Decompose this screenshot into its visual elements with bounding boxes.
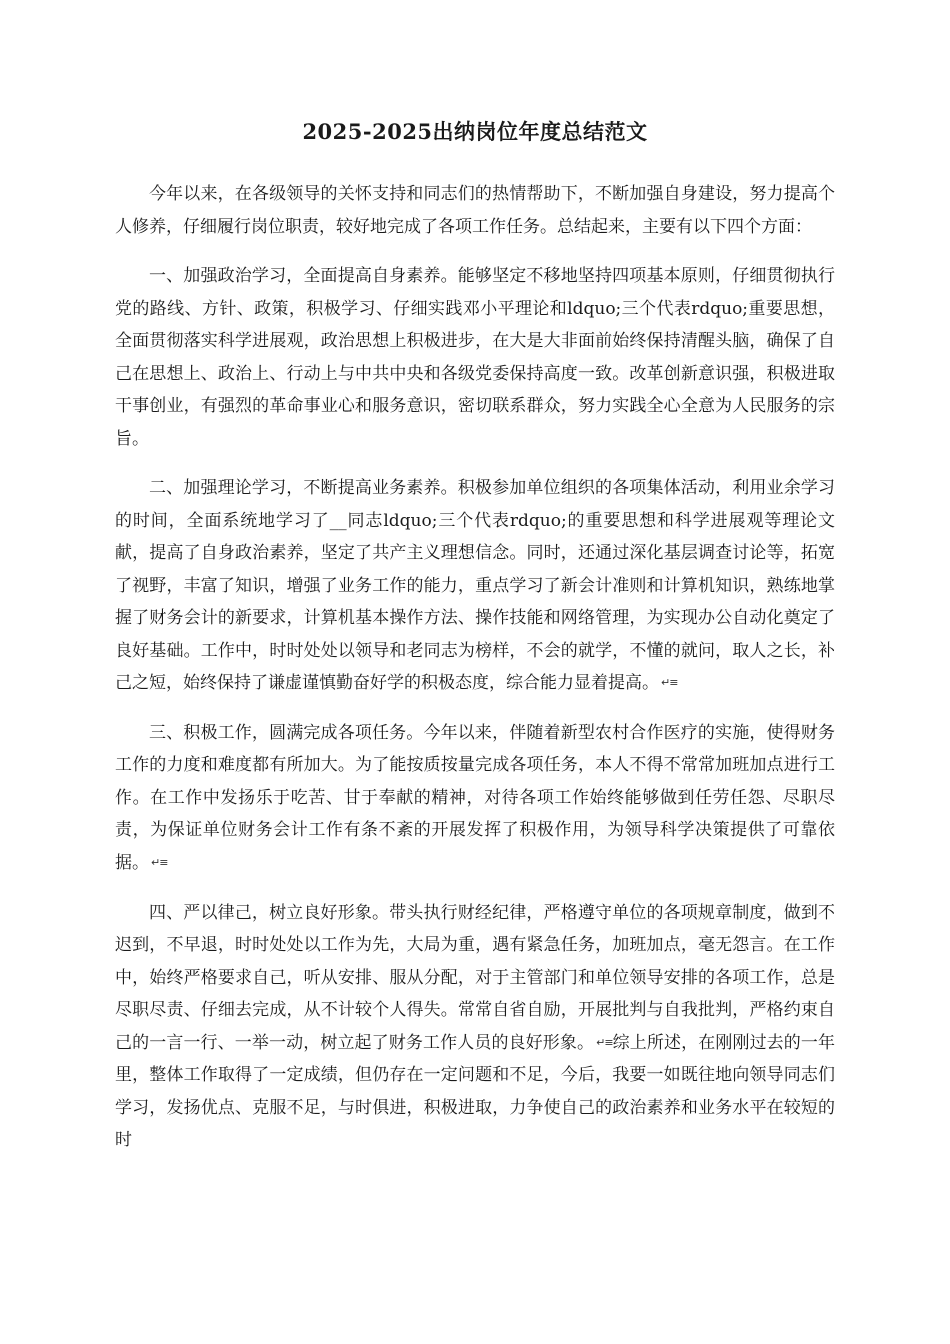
paragraph-return-mark: ↵≡ <box>596 1035 613 1049</box>
paragraph-text: 今年以来，在各级领导的关怀支持和同志们的热情帮助下，不断加强自身建设，努力提高个人修养，仔细履行岗位职责，较好地完成了各项工作任务。总结起来，主要有以下四个方面： <box>115 184 835 237</box>
paragraph-continuation-text: 综上所述，在刚刚过去的一年里，整体工作取得了一定成绩，但仍存在一定问题和不足，今后，我要一如既往地向领导同志们学习，发扬优点、克服不足，与时俱进，积极进取，力争使自己的政治素养和业务水平在较短的时 <box>115 1032 836 1151</box>
paragraph-text: 三、积极工作，圆满完成各项任务。今年以来，伴随着新型农村合作医疗的实施，使得财务工作的力度和难度都有所加大。为了能按质按量完成各项任务，本人不得不常常加班加点进行工作。在工作中发扬乐于吃苦、甘于奉献的精神，对待各项工作始终能够做到任劳任怨、尽职尽责，为保证单位财务会计工作有条不紊的开展发挥了积极作用，为领导科学决策提供了可靠依据。 <box>115 722 835 873</box>
paragraph-political-study <box>115 260 835 455</box>
paragraph-return-mark: ↵≡ <box>661 676 678 690</box>
paragraph-return-mark: ↵≡ <box>151 856 168 869</box>
paragraph-theory-study <box>115 472 835 700</box>
paragraph-work-tasks <box>115 717 835 880</box>
paragraph-text: 一、加强政治学习，全面提高自身素养。能够坚定不移地坚持四项基本原则，仔细贯彻执行党的路线、方针、政策，积极学习、仔细实践邓小平理论和ldquo;三个代表rdquo;重要思想，全面贯彻落实科学进展观，政治思想上积极进步，在大是大非面前始终保持清醒头脑，确保了自己在思想上、政治上、行动上与中共中央和各级党委保持高度一致。改革创新意识强，积极进取干事创业，有强烈的革命事业心和服务意识，密切联系群众，努力实践全心全意为人民服务的宗旨。 <box>115 266 835 449</box>
paragraph-text: 二、加强理论学习，不断提高业务素养。积极参加单位组织的各项集体活动，利用业余学习的时间，全面系统地学习了__同志ldquo;三个代表rdquo;的重要思想和科学进展观等理论文献，提高了自身政治素养，坚定了共产主义理想信念。同时，还通过深化基层调查讨论等，拓宽了视野，丰富了知识，增强了业务工作的能力，重点学习了新会计准则和计算机知识，熟练地掌握了财务会计的新要求，计算机基本操作方法、操作技能和网络管理，为实现办公自动化奠定了良好基础。工作中，时时处处以领导和老同志为榜样，不会的就学，不懂的就问，取人之长，补己之短，始终保持了谦虚谨慎勤奋好学的积极态度，综合能力显着提高。 <box>115 478 835 693</box>
document-title: 2025-2025出纳岗位年度总结范文 <box>302 119 648 144</box>
paragraph-text: 四、严以律己，树立良好形象。带头执行财经纪律，严格遵守单位的各项规章制度，做到不迟到，不早退，时时处处以工作为先，大局为重，遇有紧急任务，加班加点，毫无怨言。在工作中，始终严格要求自己，听从安排、服从分配，对于主管部门和单位领导安排的各项工作，总是尽职尽责、仔细去完成，从不计较个人得失。常常自省自励，开展批判与自我批判，严格约束自己的一言一行、一举一动，树立起了财务工作人员的良好形象。 <box>115 902 835 1053</box>
paragraph-self-discipline <box>115 897 835 1157</box>
paragraph-intro <box>115 178 835 243</box>
document-body <box>115 178 835 1174</box>
